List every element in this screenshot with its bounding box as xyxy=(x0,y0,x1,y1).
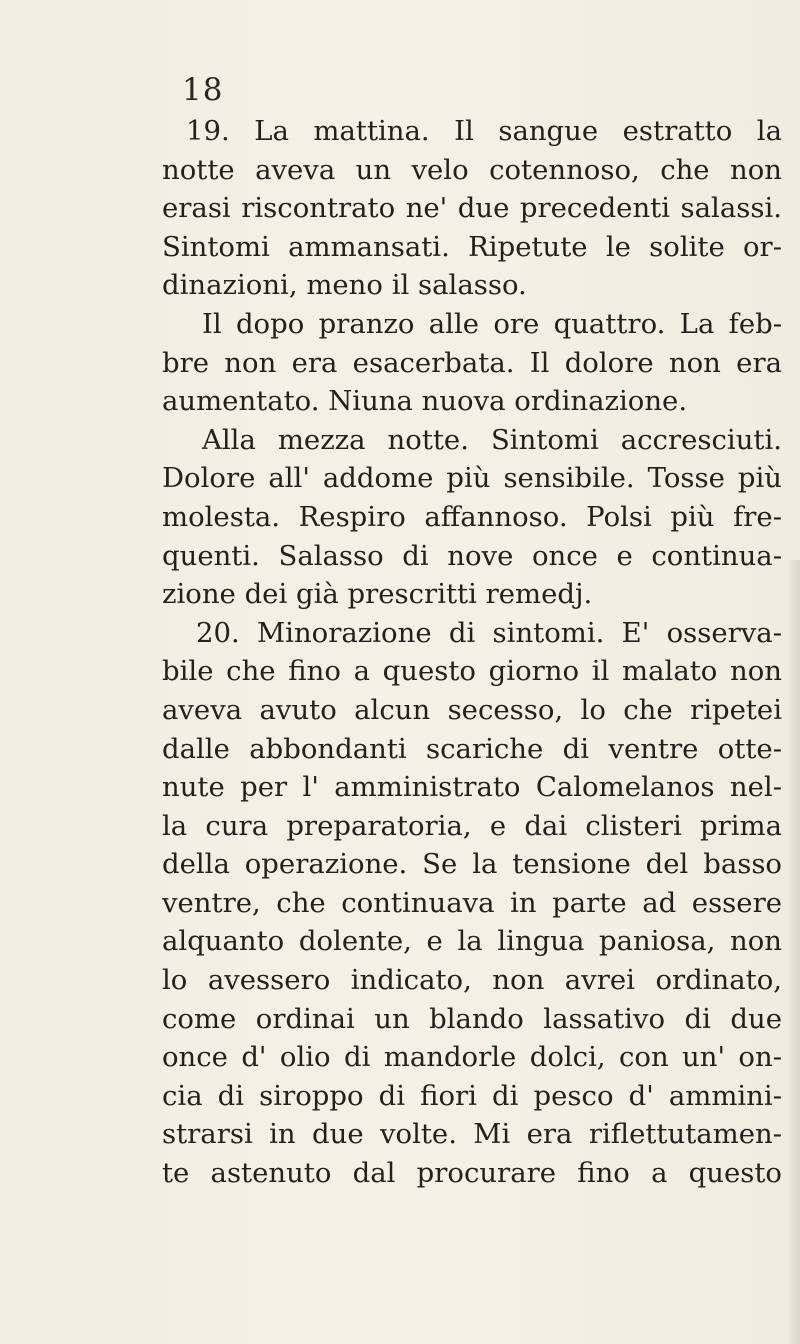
text-line: zione dei già prescritti remedj. xyxy=(162,578,593,611)
text-line: dalle abbondanti scariche di ventre otte- xyxy=(162,732,782,765)
body-text xyxy=(162,112,782,1193)
text-line: dinazioni, meno il salasso. xyxy=(162,269,527,302)
text-line: erasi riscontrato ne' due precedenti salassi. xyxy=(162,192,782,225)
text-line: te astenuto dal procurare fino a questo xyxy=(162,1157,782,1190)
text-line: alquanto dolente, e la lingua paniosa, non xyxy=(162,925,782,958)
text-line: notte aveva un velo cotennoso, che non xyxy=(162,153,782,186)
text-line: molesta. Respiro affannoso. Polsi più fre- xyxy=(162,500,782,533)
text-line: Sintomi ammansati. Ripetute le solite or- xyxy=(162,230,782,263)
text-line: cia di siroppo di fiori di pesco d' ammini- xyxy=(162,1079,782,1112)
text-line: 19. La mattina. Il sangue estratto la xyxy=(186,115,782,147)
text-line: bile che fino a questo giorno il malato non xyxy=(162,655,782,688)
text-line: come ordinai un blando lassativo di due xyxy=(162,1002,782,1035)
text-line: bre non era esacerbata. Il dolore non era xyxy=(162,346,782,379)
text-line: la cura preparatoria, e dai clisteri prima xyxy=(162,809,782,842)
page-number: 18 xyxy=(182,72,224,108)
text-line: nute per l' amministrato Calomelanos nel- xyxy=(162,771,782,804)
text-line: aveva avuto alcun secesso, lo che ripetei xyxy=(162,693,782,726)
text-line: Alla mezza notte. Sintomi accresciuti. xyxy=(202,423,782,456)
text-line: Dolore all' addome più sensibile. Tosse più xyxy=(162,462,782,495)
text-line: aumentato. Niuna nuova ordinazione. xyxy=(162,385,688,418)
text-line: Il dopo pranzo alle ore quattro. La feb- xyxy=(202,307,782,340)
text-line: ventre, che continuava in parte ad essere xyxy=(162,886,782,919)
text-line: della operazione. Se la tensione del basso xyxy=(162,848,782,881)
text-line: once d' olio di mandorle dolci, con un' on- xyxy=(162,1041,782,1074)
text-line: strarsi in due volte. Mi era riflettutamen- xyxy=(162,1118,782,1151)
text-line: lo avessero indicato, non avrei ordinato, xyxy=(162,964,782,997)
text-line: quenti. Salasso di nove once e continua- xyxy=(162,539,782,572)
text-line: 20. Minorazione di sintomi. E' osserva- xyxy=(196,616,782,649)
page-edge-shadow xyxy=(786,560,800,1344)
